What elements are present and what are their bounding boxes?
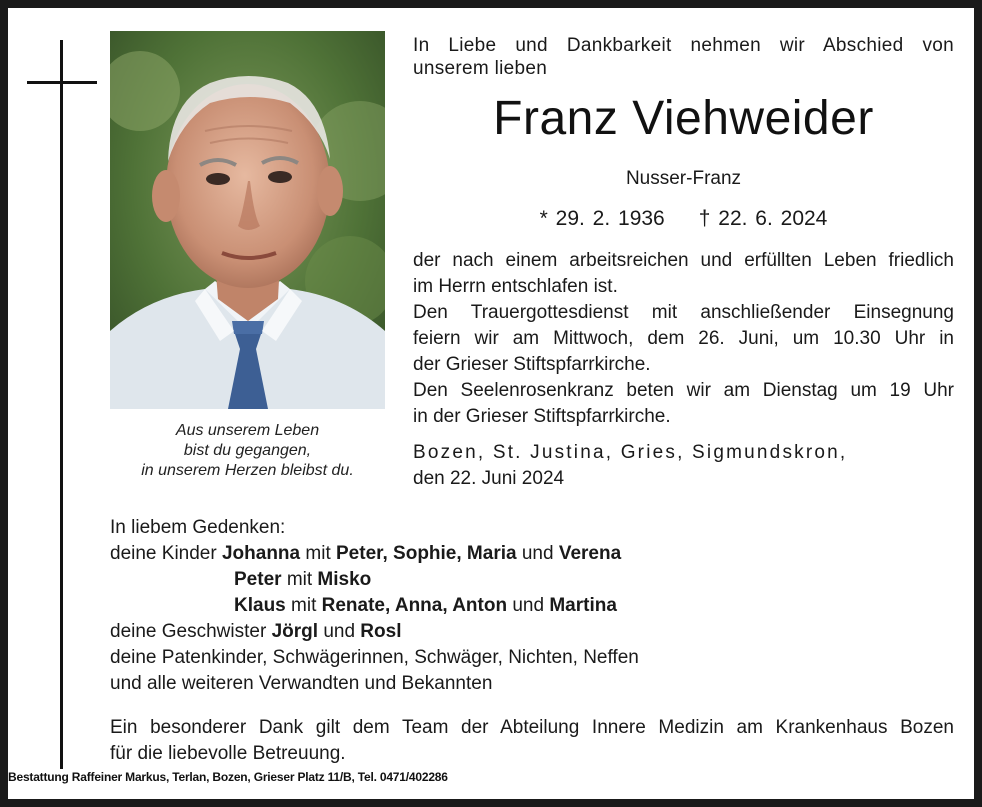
sibling-name: Jörgl (271, 621, 319, 642)
deceased-name: Franz Viehweider (493, 92, 874, 145)
intro-line: unserem lieben (413, 58, 548, 79)
children-row (110, 541, 954, 567)
place-line: Bozen, St. Justina, Gries, Sigmundskron, (413, 442, 848, 463)
godchildren-row: deine Patenkinder, Schwägerinnen, Schwäger, Nichten, Neffen (110, 647, 639, 668)
place-and-date (413, 440, 954, 492)
death-date: † 22. 6. 2024 (698, 207, 828, 230)
deceased-nickname: Nusser-Franz (625, 168, 742, 189)
life-dates (413, 206, 954, 232)
birth-date: * 29. 2. 1936 (539, 207, 665, 230)
portrait-photo (110, 31, 385, 409)
connector: und (521, 543, 554, 564)
thanks-line: für die liebevolle Betreuung. (110, 743, 346, 764)
quote-line: Aus unserem Leben (175, 422, 320, 439)
connector: mit (286, 569, 313, 590)
announcement-text (413, 248, 954, 430)
cross-icon-horizontal (27, 81, 97, 84)
portrait-illustration (110, 31, 385, 409)
quote-line: in unserem Herzen bleibst du. (141, 462, 354, 479)
memorial-quote (110, 421, 385, 481)
family-names: Martina (549, 595, 617, 616)
connector: mit (291, 595, 317, 616)
child-name: Klaus (234, 595, 286, 616)
text-line: Den Seelenrosenkranz beten wir am Dienstag um 19 Uhr (413, 380, 954, 401)
family-names: Verena (558, 543, 622, 564)
text-line: feiern wir am Mittwoch, dem 26. Juni, um 10.30 Uhr in (413, 328, 954, 349)
family-names: Renate, Anna, Anton (321, 595, 508, 616)
text-line: Den Trauergottesdienst mit anschließender Einsegnung (413, 302, 954, 323)
connector: und (512, 595, 545, 616)
family-names: Peter, Sophie, Maria (336, 543, 517, 564)
intro-line: In Liebe und Dankbarkeit nehmen wir Abschied von (413, 35, 954, 56)
funeral-home-footer: Bestattung Raffeiner Markus, Terlan, Bozen, Grieser Platz 11/B, Tel. 0471/402286 (8, 770, 448, 784)
sibling-name: Rosl (360, 621, 402, 642)
others-row: und alle weiteren Verwandten und Bekannten (110, 673, 493, 694)
text-line: in der Grieser Stiftspfarrkirche. (413, 406, 671, 427)
child-name: Peter (234, 569, 282, 590)
cross-icon-vertical (60, 40, 63, 769)
child-name: Johanna (221, 543, 301, 564)
children-row (110, 567, 954, 593)
thanks-line: Ein besonderer Dank gilt dem Team der Abteilung Innere Medizin am Krankenhaus Bozen (110, 717, 954, 738)
text-line: der nach einem arbeitsreichen und erfüllten Leben friedlich (413, 250, 954, 271)
mourners-heading: In liebem Gedenken: (110, 517, 286, 538)
connector: mit (305, 543, 331, 564)
connector: und (323, 621, 356, 642)
siblings-row (110, 619, 954, 645)
obituary-card (8, 8, 974, 799)
children-row (110, 593, 954, 619)
thanks-text (110, 715, 954, 767)
children-prefix: deine Kinder (110, 543, 217, 564)
date-line: den 22. Juni 2024 (413, 468, 565, 489)
text-line: im Herrn entschlafen ist. (413, 276, 618, 297)
mourners-list (110, 515, 954, 697)
intro-text (413, 34, 954, 80)
family-names: Misko (317, 569, 372, 590)
siblings-prefix: deine Geschwister (110, 621, 267, 642)
text-line: der Grieser Stiftspfarrkirche. (413, 354, 651, 375)
quote-line: bist du gegangen, (183, 442, 312, 459)
